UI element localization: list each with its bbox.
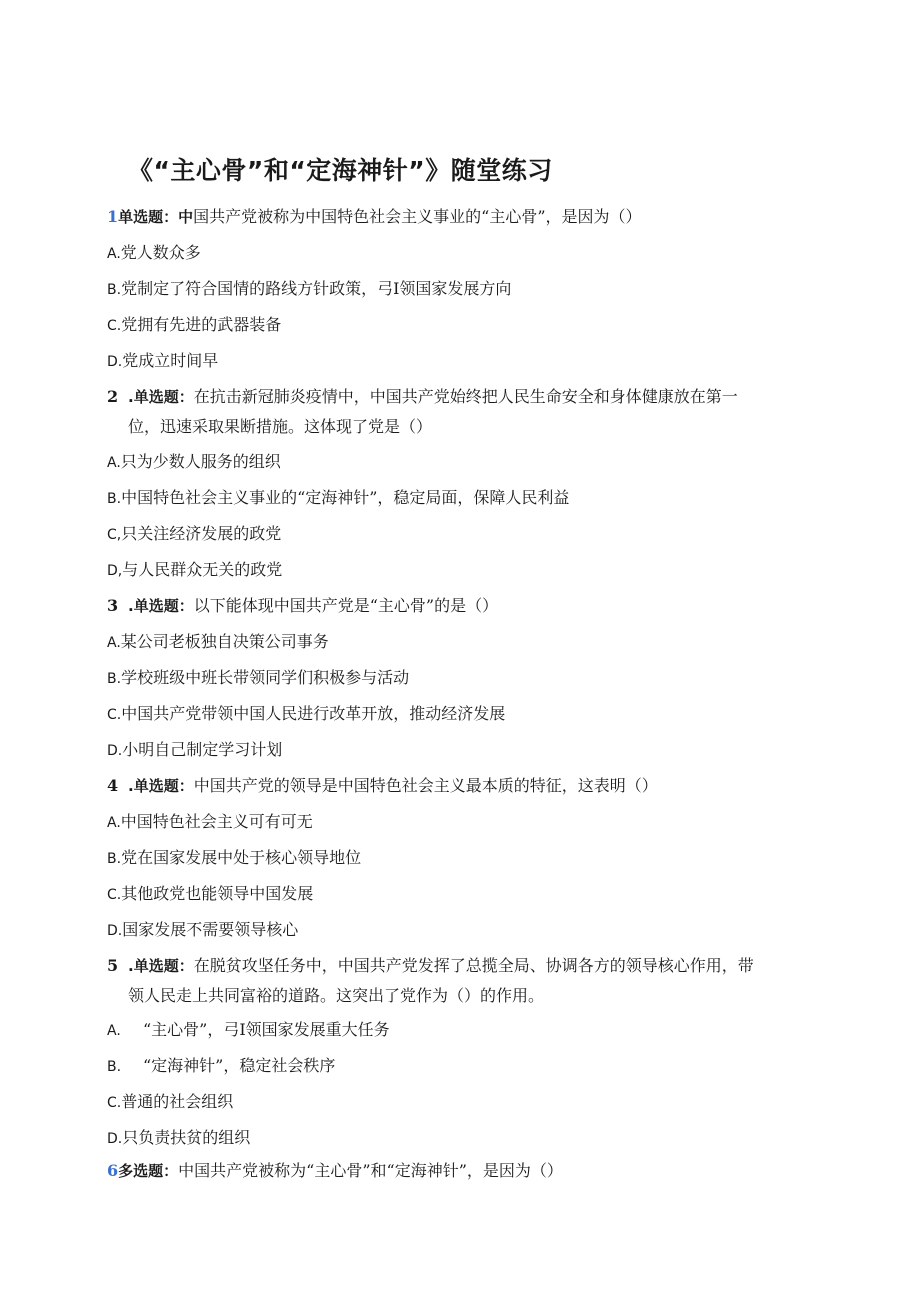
question-number: 5 xyxy=(107,956,119,975)
option-4b xyxy=(107,847,361,870)
option-letter: C. xyxy=(107,887,122,903)
question-type-label: 单选题： xyxy=(118,208,179,226)
option-letter: B. xyxy=(107,851,122,867)
option-1d xyxy=(107,350,218,373)
question-type-label: .单选题： xyxy=(128,777,194,795)
option-2d xyxy=(107,559,282,582)
option-letter: C. xyxy=(107,318,122,334)
option-text: 只关注经济发展的政党 xyxy=(121,524,282,543)
question-stem-continued: 位，迅速采取果断措施。这体现了党是（） xyxy=(128,417,433,436)
option-2b xyxy=(107,487,569,510)
option-3c xyxy=(107,703,505,726)
option-text: 中国特色社会主义可有可无 xyxy=(120,812,313,831)
option-letter: C, xyxy=(107,527,122,543)
option-text: 与人民群众无关的政党 xyxy=(122,560,283,579)
question-stem-lead: 中 xyxy=(178,208,194,226)
question-stem: 国共产党被称为中国特色社会主义事业的“主心骨”，是因为（） xyxy=(193,207,642,226)
option-text: “主心骨”，弓I领国家发展重大任务 xyxy=(143,1020,390,1039)
option-letter: A. xyxy=(107,1023,121,1039)
question-stem: 中国共产党的领导是中国特色社会主义最本质的特征，这表明（） xyxy=(193,776,658,795)
question-type-label: .单选题： xyxy=(128,957,194,975)
option-3a xyxy=(107,631,329,654)
question-6 xyxy=(107,1156,807,1186)
option-text: 党在国家发展中处于核心领导地位 xyxy=(121,848,362,867)
question-stem: 中国共产党被称为“主心骨”和“定海神针”，是因为（） xyxy=(178,1161,563,1180)
option-4d xyxy=(107,919,298,942)
option-text: 中国共产党带领中国人民进行改革开放，推动经济发展 xyxy=(121,704,506,723)
option-text: 只为少数人服务的组织 xyxy=(120,452,281,471)
option-letter: D. xyxy=(107,743,123,759)
question-number: 1 xyxy=(107,207,119,226)
question-stem: 以下能体现中国共产党是“主心骨”的是（） xyxy=(193,596,499,615)
option-letter: D. xyxy=(107,354,123,370)
option-letter: D, xyxy=(107,563,123,579)
question-number: 2 xyxy=(107,387,119,406)
option-4c xyxy=(107,883,313,906)
option-letter: D. xyxy=(107,1131,123,1147)
question-3 xyxy=(107,591,807,621)
question-1 xyxy=(107,202,807,232)
option-letter: A. xyxy=(107,246,121,262)
option-text: “定海神针”，稳定社会秩序 xyxy=(143,1056,336,1075)
option-4a xyxy=(107,811,313,834)
option-letter: B. xyxy=(107,1059,122,1075)
option-letter: A. xyxy=(107,455,121,471)
question-type-label: 多选题： xyxy=(118,1162,179,1180)
option-5d xyxy=(107,1127,250,1150)
option-1b xyxy=(107,278,511,301)
option-text: 某公司老板独自决策公司事务 xyxy=(120,632,329,651)
option-letter: B. xyxy=(107,282,122,298)
option-text: 党成立时间早 xyxy=(122,351,219,370)
question-stem-continued: 领人民走上共同富裕的道路。这突出了党作为（）的作用。 xyxy=(128,986,545,1005)
option-text: 党制定了符合国情的路线方针政策，弓I领国家发展方向 xyxy=(121,279,512,298)
option-text: 党人数众多 xyxy=(120,243,201,262)
option-text: 普通的社会组织 xyxy=(121,1092,234,1111)
option-2a xyxy=(107,451,281,474)
option-letter: A. xyxy=(107,815,121,831)
question-2 xyxy=(107,382,807,442)
question-stem: 在脱贫攻坚任务中，中国共产党发挥了总揽全局、协调各方的领导核心作用，带 xyxy=(193,956,754,975)
option-text: 学校班级中班长带领同学们积极参与活动 xyxy=(121,668,410,687)
question-number: 6 xyxy=(107,1161,119,1180)
question-type-label: .单选题： xyxy=(128,388,194,406)
option-text: 中国特色社会主义事业的“定海神针”，稳定局面，保障人民利益 xyxy=(121,488,570,507)
question-number: 4 xyxy=(107,776,119,795)
question-number: 3 xyxy=(107,596,119,615)
option-text: 只负责扶贫的组织 xyxy=(122,1128,251,1147)
question-4 xyxy=(107,771,807,801)
option-5a xyxy=(107,1019,390,1042)
option-letter: B. xyxy=(107,671,122,687)
option-5b xyxy=(107,1055,335,1078)
option-letter: C. xyxy=(107,707,122,723)
option-letter: A. xyxy=(107,635,121,651)
option-1a xyxy=(107,242,201,265)
question-stem: 在抗击新冠肺炎疫情中，中国共产党始终把人民生命安全和身体健康放在第一 xyxy=(193,387,738,406)
option-text: 小明自己制定学习计划 xyxy=(122,740,283,759)
option-3b xyxy=(107,667,409,690)
option-letter: B. xyxy=(107,491,122,507)
option-text: 国家发展不需要领导核心 xyxy=(122,920,299,939)
option-3d xyxy=(107,739,282,762)
option-letter: C. xyxy=(107,1095,122,1111)
question-5 xyxy=(107,951,807,1011)
option-text: 其他政党也能领导中国发展 xyxy=(121,884,314,903)
page-title: 《“主心骨”和“定海神针”》随堂练习 xyxy=(128,156,553,185)
option-5c xyxy=(107,1091,233,1114)
option-text: 党拥有先进的武器装备 xyxy=(121,315,282,334)
question-type-label: .单选题： xyxy=(128,597,194,615)
option-letter: D. xyxy=(107,923,123,939)
option-2c xyxy=(107,523,281,546)
option-1c xyxy=(107,314,281,337)
